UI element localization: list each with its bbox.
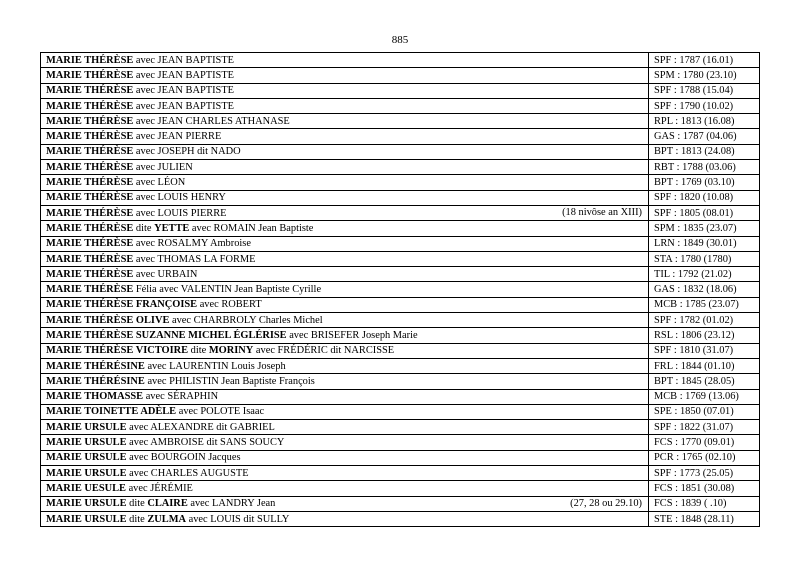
bride-name: MARIE THÉRÈSE [46, 207, 134, 219]
register-rows [41, 53, 760, 527]
table-row [41, 53, 760, 68]
parish-reference: MCB : 1769 (13.06) [649, 389, 760, 404]
parish-reference: STE : 1848 (28.11) [649, 511, 760, 526]
marriage-entry [41, 53, 649, 68]
parish-reference: FCS : 1770 (09.01) [649, 435, 760, 450]
marriage-entry [41, 496, 649, 511]
marriage-entry [41, 98, 649, 113]
entry-text: avec JOSEPH dit NADO [133, 146, 241, 158]
entry-text: avec CHARLES AUGUSTE [126, 467, 249, 479]
entry-text: avec AMBROISE dit SANS SOUCY [126, 437, 285, 449]
marriage-entry [41, 205, 649, 220]
bride-name: MARIE THÉRÈSE [46, 146, 134, 158]
table-row [41, 236, 760, 251]
marriage-entry [41, 282, 649, 297]
entry-text: avec JULIEN [133, 161, 193, 173]
bride-name: MARIE URSULE [46, 452, 127, 464]
marriage-entry [41, 404, 649, 419]
bride-name: MARIE THÉRÈSE SUZANNE MICHEL ÉGLÉRISE [46, 329, 287, 341]
bride-name: MARIE THÉRÈSE [46, 268, 134, 280]
table-row [41, 160, 760, 175]
marriage-entry [41, 358, 649, 373]
parish-reference: BPT : 1845 (28.05) [649, 374, 760, 389]
table-row [41, 205, 760, 220]
marriage-entry [41, 420, 649, 435]
parish-reference: SPM : 1835 (23.07) [649, 221, 760, 236]
parish-reference: STA : 1780 (1780) [649, 251, 760, 266]
entry-text: avec LOUIS HENRY [133, 192, 226, 204]
parish-reference: RBT : 1788 (03.06) [649, 160, 760, 175]
table-row [41, 450, 760, 465]
marriage-entry [41, 267, 649, 282]
parish-reference: RPL : 1813 (16.08) [649, 114, 760, 129]
marriage-entry [41, 313, 649, 328]
table-row [41, 190, 760, 205]
entry-text: avec URBAIN [133, 268, 198, 280]
parish-reference: FRL : 1844 (01.10) [649, 358, 760, 373]
bride-alias: MORINY [208, 345, 254, 357]
table-row [41, 68, 760, 83]
parish-reference: BPT : 1769 (03.10) [649, 175, 760, 190]
parish-reference: GAS : 1787 (04.06) [649, 129, 760, 144]
bride-name: MARIE THÉRÈSE VICTOIRE [46, 345, 189, 357]
marriage-entry [41, 511, 649, 526]
table-row [41, 420, 760, 435]
entry-text: Félia avec VALENTIN Jean Baptiste Cyrille [133, 284, 322, 296]
entry-text: avec JEAN BAPTISTE [133, 54, 235, 66]
bride-name: MARIE URSULE [46, 421, 127, 433]
entry-text: avec FRÉDÉRIC dit NARCISSE [253, 345, 395, 357]
entry-text: avec ROSALMY Ambroise [133, 238, 251, 250]
marriage-entry [41, 83, 649, 98]
bride-name: MARIE THÉRÉSINE [46, 360, 145, 372]
table-row [41, 404, 760, 419]
marriage-entry [41, 251, 649, 266]
entry-text: avec LÉON [133, 177, 186, 189]
marriage-entry [41, 144, 649, 159]
marriage-entry [41, 481, 649, 496]
bride-name: MARIE THÉRÈSE [46, 222, 134, 234]
bride-name: MARIE THÉRÈSE [46, 85, 134, 97]
table-row [41, 374, 760, 389]
parish-reference: SPF : 1810 (31.07) [649, 343, 760, 358]
entry-text: avec LAURENTIN Louis Joseph [144, 360, 286, 372]
parish-reference: SPF : 1787 (16.01) [649, 53, 760, 68]
entry-text: avec ROBERT [197, 299, 262, 311]
bride-name: MARIE THÉRÈSE FRANÇOISE [46, 299, 198, 311]
bride-name: MARIE THÉRÉSINE [46, 375, 145, 387]
marriage-entry [41, 450, 649, 465]
entry-text: avec JEAN PIERRE [133, 131, 222, 143]
entry-text: avec ROMAIN Jean Baptiste [189, 222, 314, 234]
bride-name: MARIE UESULE [46, 482, 126, 494]
table-row [41, 435, 760, 450]
table-row [41, 221, 760, 236]
parish-reference: MCB : 1785 (23.07) [649, 297, 760, 312]
bride-name: MARIE THÉRÈSE [46, 54, 134, 66]
entry-text: avec LANDRY Jean [187, 498, 276, 510]
table-row [41, 481, 760, 496]
parish-reference: PCR : 1765 (02.10) [649, 450, 760, 465]
table-row [41, 496, 760, 511]
bride-name: MARIE THÉRÈSE [46, 115, 134, 127]
marriage-entry [41, 343, 649, 358]
parish-reference: FCS : 1839 ( .10) [649, 496, 760, 511]
entry-text: avec LOUIS PIERRE [133, 207, 227, 219]
entry-text: avec CHARBROLY Charles Michel [169, 314, 323, 326]
marriage-entry [41, 297, 649, 312]
entry-text: avec LOUIS dit SULLY [186, 513, 290, 525]
parish-reference: RSL : 1806 (23.12) [649, 328, 760, 343]
entry-text: dite [126, 513, 148, 525]
marriage-register-table [40, 52, 760, 527]
table-row [41, 466, 760, 481]
marriage-entry [41, 129, 649, 144]
entry-text: avec ALEXANDRE dit GABRIEL [126, 421, 275, 433]
table-row [41, 251, 760, 266]
parish-reference: SPF : 1820 (10.08) [649, 190, 760, 205]
table-row [41, 144, 760, 159]
entry-text: avec SÉRAPHIN [143, 391, 219, 403]
bride-name: MARIE THOMASSE [46, 391, 144, 403]
date-note: (27, 28 ou 29.10) [570, 497, 642, 509]
bride-name: MARIE THÉRÈSE [46, 161, 134, 173]
table-row [41, 328, 760, 343]
marriage-entry [41, 466, 649, 481]
bride-name: MARIE THÉRÈSE [46, 284, 134, 296]
entry-text: avec JEAN BAPTISTE [133, 85, 235, 97]
parish-reference: SPF : 1790 (10.02) [649, 98, 760, 113]
bride-name: MARIE URSULE [46, 513, 127, 525]
marriage-entry [41, 114, 649, 129]
bride-name: MARIE THÉRÈSE [46, 177, 134, 189]
parish-reference: SPF : 1822 (31.07) [649, 420, 760, 435]
bride-name: MARIE URSULE [46, 467, 127, 479]
bride-name: MARIE THÉRÈSE OLIVE [46, 314, 170, 326]
marriage-entry [41, 160, 649, 175]
marriage-entry [41, 236, 649, 251]
bride-alias: CLAIRE [147, 498, 188, 510]
parish-reference: SPE : 1850 (07.01) [649, 404, 760, 419]
table-row [41, 313, 760, 328]
parish-reference: LRN : 1849 (30.01) [649, 236, 760, 251]
bride-alias: YETTE [154, 222, 190, 234]
marriage-entry [41, 190, 649, 205]
marriage-entry [41, 68, 649, 83]
table-row [41, 343, 760, 358]
page-number: 885 [391, 34, 409, 46]
table-row [41, 511, 760, 526]
entry-text: avec THOMAS LA FORME [133, 253, 256, 265]
entry-text: avec BRISEFER Joseph Marie [286, 329, 418, 341]
marriage-entry [41, 175, 649, 190]
date-note: (18 nivôse an XIII) [562, 206, 642, 218]
parish-reference: SPM : 1780 (23.10) [649, 68, 760, 83]
bride-name: MARIE THÉRÈSE [46, 131, 134, 143]
marriage-entry [41, 374, 649, 389]
parish-reference: BPT : 1813 (24.08) [649, 144, 760, 159]
entry-text: avec JÉRÉMIE [125, 482, 193, 494]
bride-name: MARIE URSULE [46, 437, 127, 449]
bride-name: MARIE URSULE [46, 498, 127, 510]
entry-text: dite [188, 345, 209, 357]
marriage-entry [41, 221, 649, 236]
table-row [41, 129, 760, 144]
bride-alias: ZULMA [147, 513, 187, 525]
bride-name: MARIE THÉRÈSE [46, 192, 134, 204]
table-row [41, 114, 760, 129]
table-row [41, 83, 760, 98]
table-row [41, 175, 760, 190]
marriage-entry [41, 389, 649, 404]
table-row [41, 267, 760, 282]
table-row [41, 98, 760, 113]
entry-text: avec POLOTE Isaac [176, 406, 265, 418]
parish-reference: SPF : 1805 (08.01) [649, 205, 760, 220]
entry-text: dite [133, 222, 155, 234]
entry-text: avec JEAN BAPTISTE [133, 69, 235, 81]
parish-reference: SPF : 1782 (01.02) [649, 313, 760, 328]
table-row [41, 389, 760, 404]
bride-name: MARIE THÉRÈSE [46, 253, 134, 265]
marriage-entry [41, 435, 649, 450]
parish-reference: SPF : 1788 (15.04) [649, 83, 760, 98]
table-row [41, 282, 760, 297]
bride-name: MARIE THÉRÈSE [46, 238, 134, 250]
bride-name: MARIE TOINETTE ADÈLE [46, 406, 177, 418]
table-row [41, 297, 760, 312]
entry-text: avec PHILISTIN Jean Baptiste François [144, 375, 315, 387]
entry-text: avec JEAN BAPTISTE [133, 100, 235, 112]
marriage-entry [41, 328, 649, 343]
table-row [41, 358, 760, 373]
parish-reference: TIL : 1792 (21.02) [649, 267, 760, 282]
parish-reference: SPF : 1773 (25.05) [649, 466, 760, 481]
bride-name: MARIE THÉRÈSE [46, 69, 134, 81]
parish-reference: GAS : 1832 (18.06) [649, 282, 760, 297]
entry-text: avec BOURGOIN Jacques [126, 452, 241, 464]
bride-name: MARIE THÉRÈSE [46, 100, 134, 112]
entry-text: dite [126, 498, 148, 510]
entry-text: avec JEAN CHARLES ATHANASE [133, 115, 290, 127]
parish-reference: FCS : 1851 (30.08) [649, 481, 760, 496]
